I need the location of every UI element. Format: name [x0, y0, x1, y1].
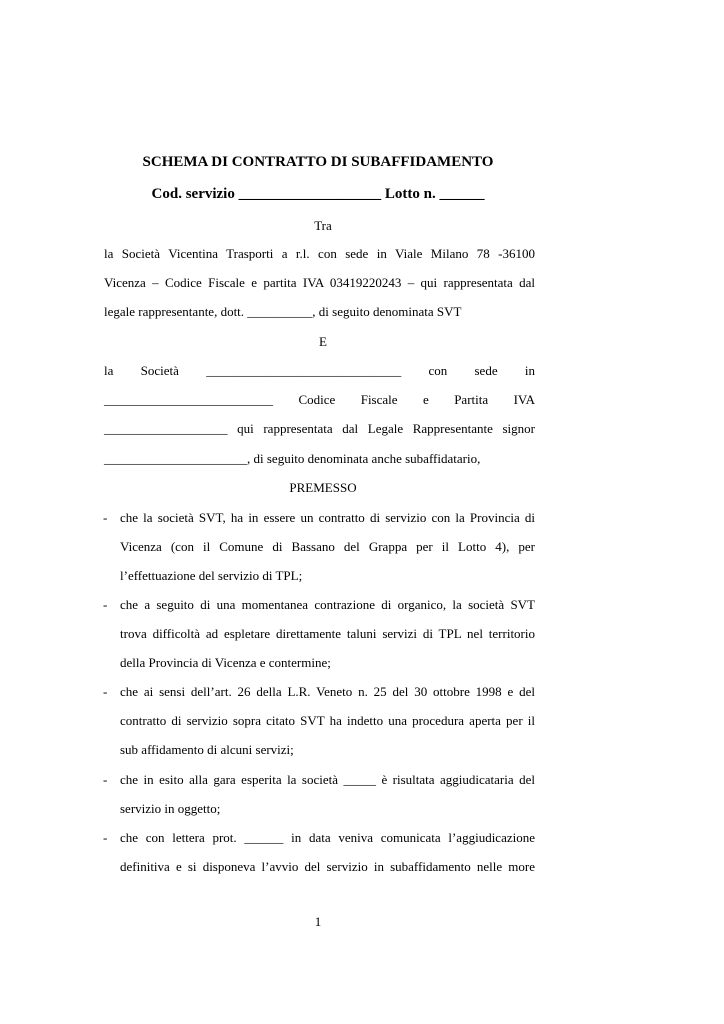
premise-2-line-1: che a seguito di una momentanea contrazione di organico, la società SVT: [120, 597, 535, 612]
bullet-marker: -: [103, 597, 108, 612]
page-number: 1: [314, 914, 322, 929]
bullet-marker: -: [103, 684, 108, 699]
premise-5-line-2: definitiva e si disponeva l’avvio del servizio in subaffidamento nelle more: [120, 859, 535, 874]
premise-3-line-3: sub affidamento di alcuni servizi;: [120, 742, 294, 757]
bullet-marker: -: [103, 830, 108, 845]
bullet-marker: -: [103, 510, 108, 525]
premise-2-line-3: della Provincia di Vicenza e contermine;: [120, 655, 331, 670]
tra-label: Tra: [314, 218, 332, 233]
party2-line-2: __________________________ Codice Fiscale e Partita IVA: [104, 392, 535, 407]
document-title: SCHEMA DI CONTRATTO DI SUBAFFIDAMENTO: [142, 154, 494, 170]
service-code-line: Cod. servizio ___________________ Lotto n. ______: [151, 186, 485, 202]
premise-3-line-2: contratto di servizio sopra citato SVT ha indetto una procedura aperta per il: [120, 713, 535, 728]
premise-4-line-1: che in esito alla gara esperita la società _____ è risultata aggiudicataria del: [120, 772, 535, 787]
premise-1-line-3: l’effettuazione del servizio di TPL;: [120, 568, 303, 583]
party1-line-3: legale rappresentante, dott. __________, di seguito denominata SVT: [104, 304, 462, 319]
premise-2-line-2: trova difficoltà ad espletare direttamente taluni servizi di TPL nel territorio: [120, 626, 535, 641]
premesso-heading: PREMESSO: [289, 480, 357, 495]
premise-1-line-2: Vicenza (con il Comune di Bassano del Grappa per il Lotto 4), per: [120, 539, 535, 554]
party1-line-1: la Società Vicentina Trasporti a r.l. con sede in Viale Milano 78 -36100: [104, 246, 535, 261]
premise-1-line-1: che la società SVT, ha in essere un contratto di servizio con la Provincia di: [120, 510, 535, 525]
premise-5-line-1: che con lettera prot. ______ in data veniva comunicata l’aggiudicazione: [120, 830, 535, 845]
premise-3-line-1: che ai sensi dell’art. 26 della L.R. Veneto n. 25 del 30 ottobre 1998 e del: [120, 684, 535, 699]
e-label: E: [319, 334, 327, 349]
party2-line-3: ___________________ qui rappresentata dal Legale Rappresentante signor: [104, 421, 535, 436]
bullet-marker: -: [103, 772, 108, 787]
party2-line-1: la Società ______________________________ con sede in: [104, 363, 535, 378]
premise-4-line-2: servizio in oggetto;: [120, 801, 221, 816]
party1-line-2: Vicenza – Codice Fiscale e partita IVA 03419220243 – qui rappresentata dal: [104, 275, 535, 290]
party2-line-4: ______________________, di seguito denominata anche subaffidatario,: [104, 451, 481, 466]
